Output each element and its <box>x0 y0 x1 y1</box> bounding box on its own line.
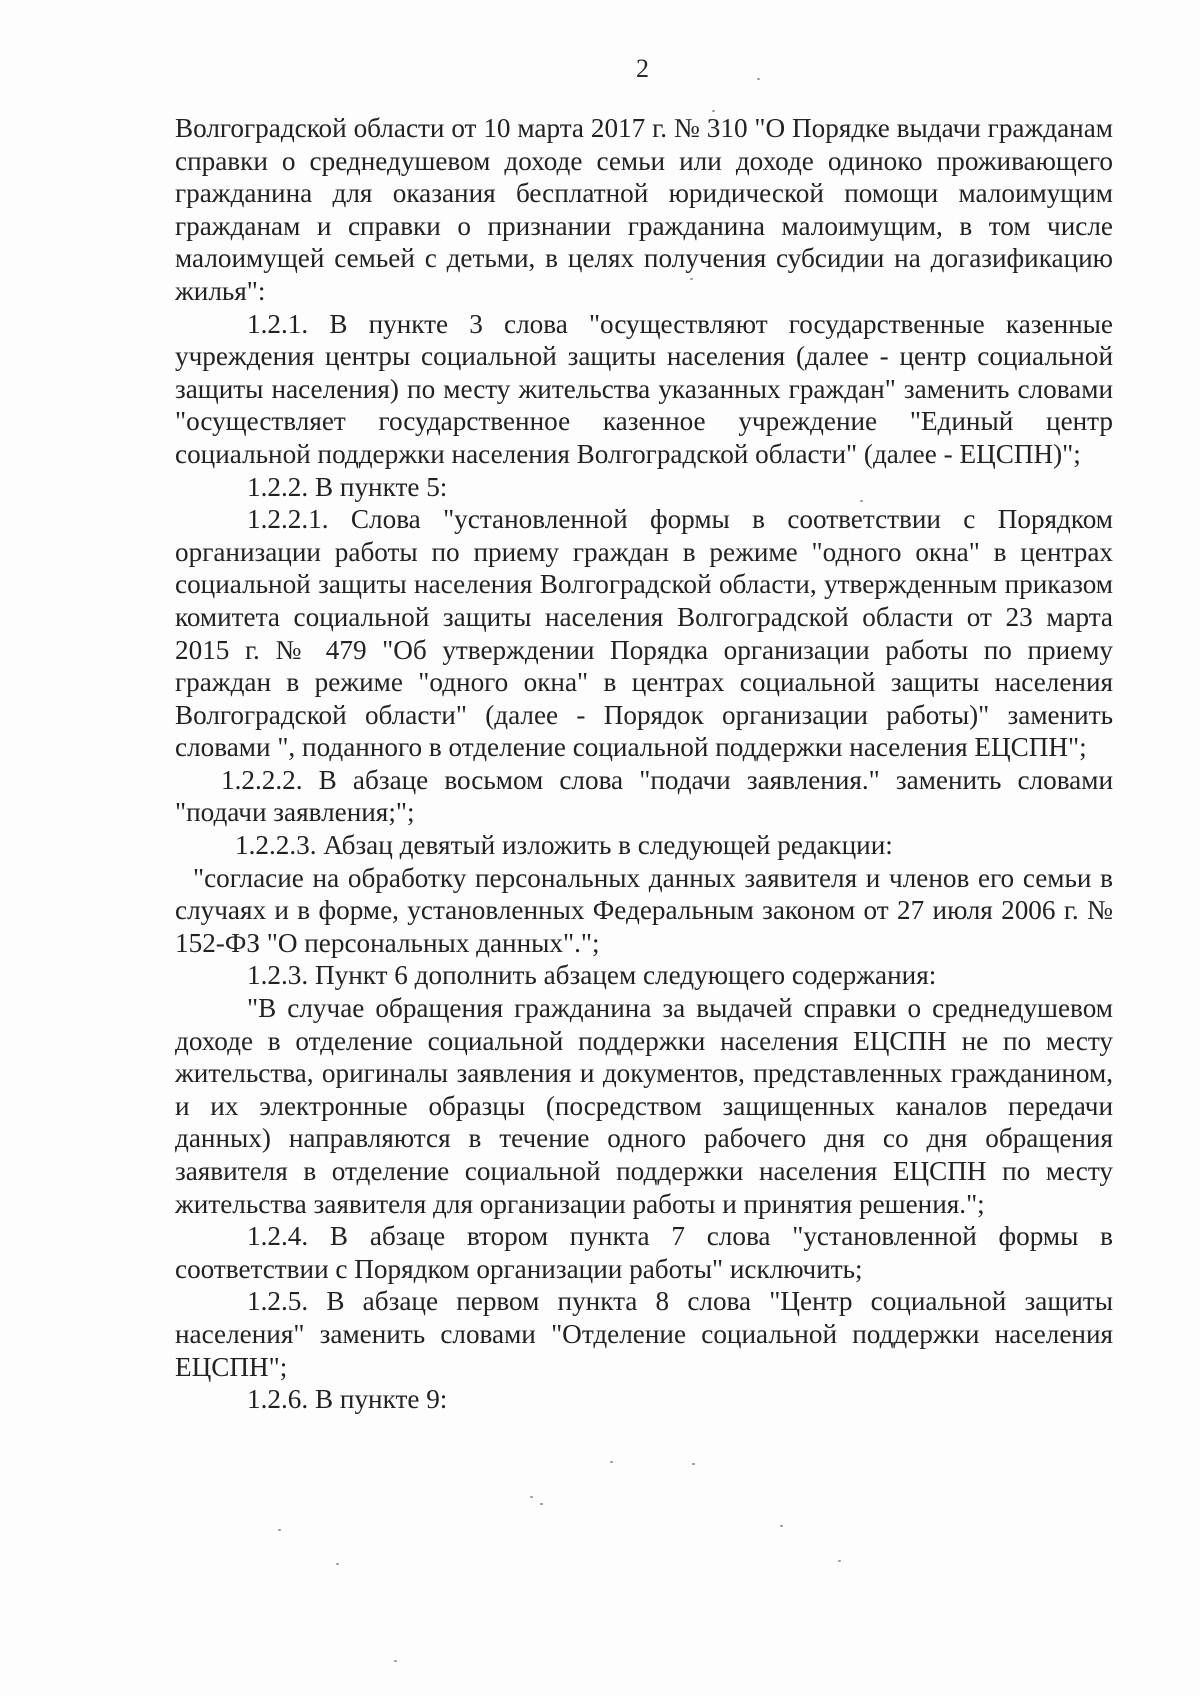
paragraph-quote-consent: "согласие на обработку персональных данных заявителя и членов его семьи в случаях и в форме, установленных Федеральным законом от 27 июля 2006 г. № 152-ФЗ "О персональных данных"."; <box>175 862 1113 958</box>
paragraph-1-2-3: 1.2.3. Пункт 6 дополнить абзацем следующего содержания: <box>247 960 937 991</box>
scan-speck <box>540 1503 543 1505</box>
scan-speck <box>692 1463 695 1465</box>
scan-speck <box>757 78 760 80</box>
paragraph-1-2-2-1: 1.2.2.1. Слова "установленной формы в соответствии с Порядком организации работы по приему граждан в режиме "одного окна" в центрах социальной защиты населения Волгоградской области, утвержденным приказом комитета социальной защиты населения Волгоградской области от 23 марта 2015 г. № 479 "Об утверждении Порядка организации работы по приему граждан в режиме "одного окна" в центрах социальной защиты населения Волгоградской области" (далее - Порядок организации работы)" заменить словами ", поданного в отделение социальной поддержки населения ЕЦСПН"; <box>175 504 1113 763</box>
paragraph-1-2-5: 1.2.5. В абзаце первом пункта 8 слова "Центр социальной защиты населения" заменить словами "Отделение социальной поддержки населения ЕЦСПН"; <box>175 1286 1113 1382</box>
paragraph-1-2-1: 1.2.1. В пункте 3 слова "осуществляют государственные казенные учреждения центры социальной защиты населения (далее - центр социальной защиты населения) по месту жительства указанных граждан" заменить словами "осуществляет государственное казенное учреждение "Единый центр социальной поддержки населения Волгоградской области" (далее - ЕЦСПН)"; <box>175 308 1113 469</box>
scan-speck <box>838 1560 841 1562</box>
scan-speck <box>780 1525 783 1527</box>
paragraph-intro: Волгоградской области от 10 марта 2017 г. № 310 "О Порядке выдачи гражданам справки о среднедушевом доходе семьи или доходе одиноко проживающего гражданина для оказания бесплатной юридической помощи малоимущим гражданам и справки о признании гражданина малоимущим, в том числе малоимущей семьей с детьми, в целях получения субсидии на догазификацию жилья": <box>175 113 1113 306</box>
paragraph-1-2-2-2: 1.2.2.2. В абзаце восьмом слова "подачи заявления." заменить словами "подачи заявления;"; <box>175 764 1113 828</box>
scan-speck <box>610 1461 613 1463</box>
document-body <box>175 112 1113 1416</box>
scan-speck <box>394 1660 397 1662</box>
scan-speck <box>278 1529 281 1531</box>
paragraph-1-2-2-3: 1.2.2.3. Абзац девятый изложить в следующей редакции: <box>235 830 893 861</box>
paragraph-1-2-4: 1.2.4. В абзаце втором пункта 7 слова "установленной формы в соответствии с Порядком организации работы" исключить; <box>175 1221 1113 1284</box>
scan-speck <box>336 1563 339 1565</box>
paragraph-1-2-6: 1.2.6. В пункте 9: <box>247 1384 448 1415</box>
page-number: 2 <box>636 54 649 83</box>
scan-speck <box>530 1496 533 1498</box>
paragraph-quote-appeal: "В случае обращения гражданина за выдачей справки о среднедушевом доходе в отделение социальной поддержки населения ЕЦСПН не по месту жительства, оригиналы заявления и документов, представленных гражданином, и их электронные образцы (посредством защищенных каналов передачи данных) направляются в течение одного рабочего дня со дня обращения заявителя в отделение социальной поддержки населения ЕЦСПН по месту жительства заявителя для организации работы и принятия решения."; <box>175 993 1113 1219</box>
scan-speck <box>690 278 693 280</box>
paragraph-1-2-2: 1.2.2. В пункте 5: <box>247 471 448 502</box>
scan-speck <box>712 110 715 112</box>
scan-speck <box>860 500 863 502</box>
